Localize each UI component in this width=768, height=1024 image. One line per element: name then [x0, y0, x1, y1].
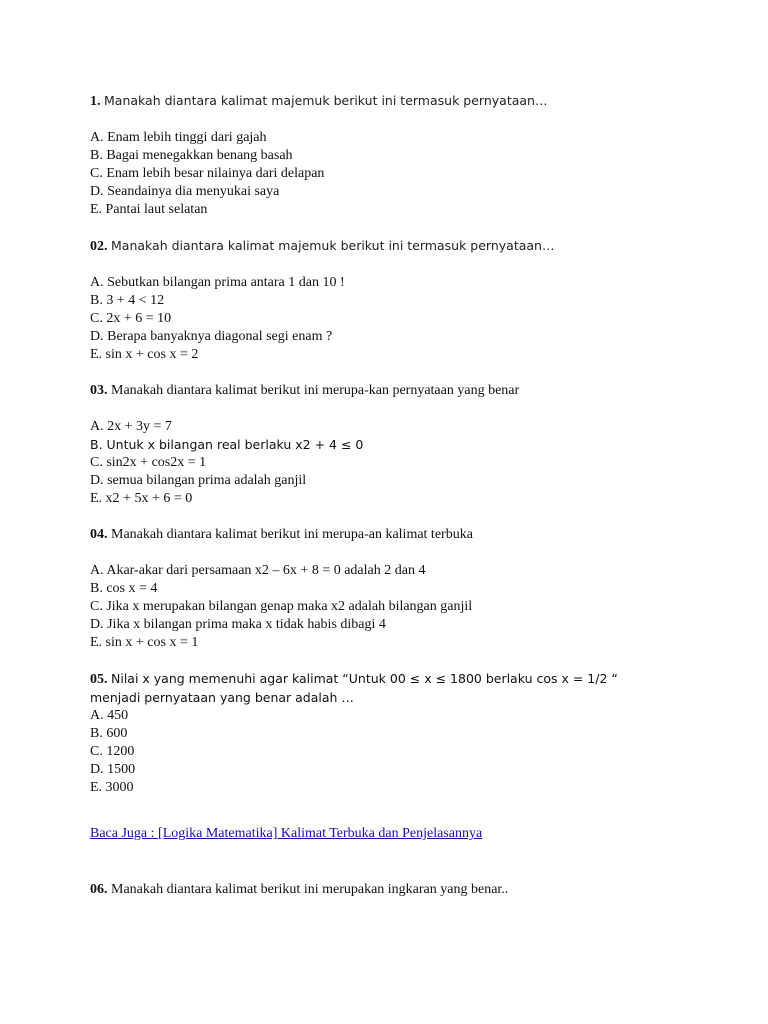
question-number: 03. — [90, 383, 108, 398]
read-also-link[interactable] — [90, 826, 482, 841]
option: E. sin x + cos x = 1 — [90, 635, 199, 650]
question-5 — [90, 670, 730, 797]
option: B. 600 — [90, 726, 128, 741]
option: D. 1500 — [90, 762, 136, 777]
option: C. 1200 — [90, 744, 135, 759]
option: A. Sebutkan bilangan prima antara 1 dan 10 ! — [90, 275, 345, 290]
question-number: 02. — [90, 239, 108, 254]
option: D. Berapa banyaknya diagonal segi enam ? — [90, 329, 333, 344]
option: E. Pantai laut selatan — [90, 202, 208, 217]
option: B. Bagai menegakkan benang basah — [90, 148, 293, 163]
question-text: Manakah diantara kalimat berikut ini merupa-kan pernyataan yang benar — [111, 383, 520, 398]
question-number: 06. — [90, 882, 108, 897]
question-5-options — [90, 707, 730, 797]
option: D. semua bilangan prima adalah ganjil — [90, 473, 307, 488]
option: B. Untuk x bilangan real berlaku x2 + 4 ≤ 0 — [90, 437, 364, 452]
read-also-label: Baca Juga : — [90, 826, 155, 841]
option: D. Jika x bilangan prima maka x tidak habis dibagi 4 — [90, 617, 386, 632]
read-also-link-text: [Logika Matematika] Kalimat Terbuka dan Penjelasannya — [158, 826, 483, 841]
question-3-options — [90, 418, 730, 508]
question-6 — [90, 881, 730, 899]
question-number: 04. — [90, 527, 108, 542]
document-content — [90, 92, 730, 917]
question-1-options — [90, 129, 730, 219]
question-text: Manakah diantara kalimat majemuk berikut ini termasuk pernyataan… — [111, 238, 555, 253]
question-1-prompt — [90, 92, 730, 111]
question-4-prompt — [90, 526, 730, 544]
option: B. cos x = 4 — [90, 581, 158, 596]
question-text: Manakah diantara kalimat berikut ini merupa-an kalimat terbuka — [111, 527, 473, 542]
question-6-prompt — [90, 881, 730, 899]
option: C. Jika x merupakan bilangan genap maka x2 adalah bilangan ganjil — [90, 599, 473, 614]
question-1 — [90, 92, 730, 219]
option: A. 2x + 3y = 7 — [90, 419, 172, 434]
question-text-continued: menjadi pernyataan yang benar adalah … — [90, 690, 354, 705]
option: C. sin2x + cos2x = 1 — [90, 455, 207, 470]
question-2 — [90, 237, 730, 364]
option: A. Akar-akar dari persamaan x2 – 6x + 8 = 0 adalah 2 dan 4 — [90, 563, 426, 578]
question-4-options — [90, 562, 730, 652]
option: C. Enam lebih besar nilainya dari delapan — [90, 166, 325, 181]
question-2-prompt — [90, 237, 730, 256]
question-3 — [90, 382, 730, 508]
question-text: Nilai x yang memenuhi agar kalimat “Untuk 00 ≤ x ≤ 1800 berlaku cos x = 1/2 “ — [111, 671, 618, 686]
question-2-options — [90, 274, 730, 364]
option: C. 2x + 6 = 10 — [90, 311, 172, 326]
read-also — [90, 825, 730, 843]
option: E. 3000 — [90, 780, 134, 795]
option: D. Seandainya dia menyukai saya — [90, 184, 280, 199]
question-text: Manakah diantara kalimat majemuk berikut ini termasuk pernyataan… — [104, 93, 548, 108]
option: E. sin x + cos x = 2 — [90, 347, 199, 362]
question-3-prompt — [90, 382, 730, 400]
option: A. 450 — [90, 708, 129, 723]
question-5-prompt — [90, 670, 730, 689]
option: A. Enam lebih tinggi dari gajah — [90, 130, 267, 145]
question-text: Manakah diantara kalimat berikut ini merupakan ingkaran yang benar.. — [111, 882, 509, 897]
option: B. 3 + 4 < 12 — [90, 293, 165, 308]
question-4 — [90, 526, 730, 652]
question-number: 05. — [90, 672, 108, 687]
option: E. x2 + 5x + 6 = 0 — [90, 491, 193, 506]
question-number: 1. — [90, 94, 101, 109]
